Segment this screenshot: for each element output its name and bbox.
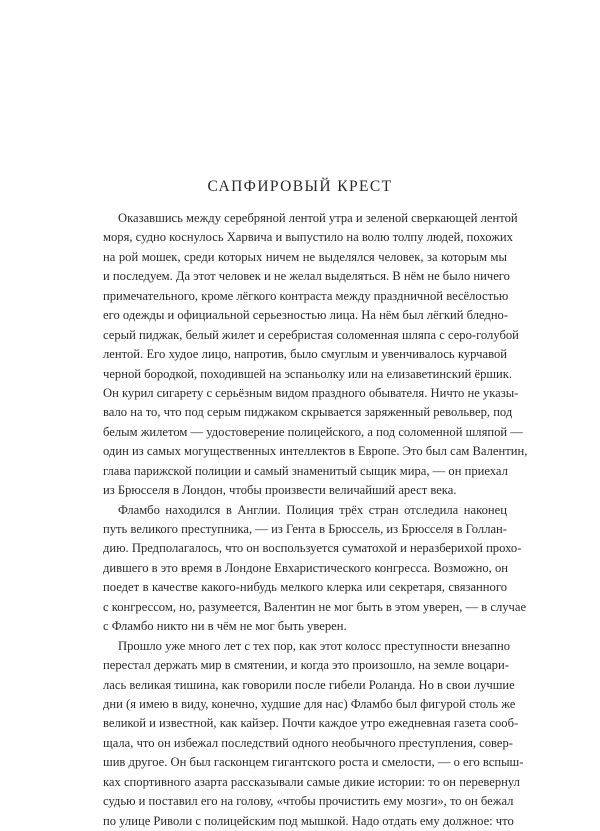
text-line: перестал держать мир в смятении, и когда это произошло, на земле воцари- [103,658,509,673]
text-line: судью и поставил его на голову, «чтобы прочистить ему мозги», то он бежал [103,794,514,809]
text-line: на рой мошек, среди которых ничем не выделялся человек, за которым мы [103,249,507,264]
text-line: по улице Риволи с полицейским под мышкой. Надо отдать ему должное: что [103,813,514,828]
text-line: из Брюсселя в Лондон, чтобы произвести величайший арест века. [103,483,457,498]
text-line: вало на то, что под серым пиджаком скрывается заряженный револьвер, под [103,405,513,420]
text-line: великой и известной, как кайзер. Почти каждое утро ежедневная газета сооб- [103,716,519,731]
text-line: с конгрессом, но, разумеется, Валентин не мог быть в этом уверен, — в случае [103,599,527,614]
text-line: шив другое. Он был гасконцем гигантского роста и смелости, — о его вспыш- [103,755,524,770]
text-line: моря, судно коснулось Харвича и выпустило на волю толпу людей, похожих [103,230,513,245]
text-line: поедет в качестве какого-нибудь мелкого клерка или секретаря, связанного [103,580,507,595]
text-line: Он курил сигарету с серьёзным видом праздного обывателя. Ничто не указы- [103,385,519,400]
text-line: глава парижской полиции и самый знаменитый сыщик мира, — он приехал [103,463,508,478]
text-line: щала, что он избежал последствий одного необычного преступления, совер- [103,735,513,750]
text-line: ках спортивного азарта рассказывали самые дикие истории: то он перевернул [103,774,520,789]
chapter-text [103,209,528,831]
text-line: путь великого преступника, — из Гента в Брюссель, из Брюсселя в Голлан- [103,522,507,536]
text-line: лентой. Его худое лицо, напротив, было смуглым и увенчивалось курчавой [103,347,507,362]
chapter-title: САПФИРОВЫЙ КРЕСТ [207,178,393,195]
text-line: его одежды и официальной серьезностью лица. На нём был лёгкий бледно- [103,308,509,323]
text-line: черной бородкой, походившей на эспаньолку или на елизаветинский ёршик. [103,366,513,381]
text-line: один из самых могущественных интеллектов в Европе. Это был сам Валентин, [103,444,528,459]
text-line: серый пиджак, белый жилет и серебристая соломенная шляпа с серо-голубой [103,327,519,342]
text-line: с Фламбо никто ни в чём не мог быть уверен. [103,619,347,634]
text-line: лась великая тишина, как говорили после гибели Роланда. Но в свои лучшие [103,677,515,692]
text-line: дни (я имею в виду, конечно, худшие для нас) Фламбо был фигурой столь же [103,696,516,711]
text-line: и последуем. Да этот человек и не желал выделяться. В нём не было ничего [103,269,510,284]
text-line: Прошло уже много лет с тех пор, как этот колосс преступности внезапно [118,638,511,653]
text-line: белым жилетом — удостоверение полицейского, а под соломенной шляпой — [103,424,523,439]
text-line: дию. Предполагалось, что он воспользуется суматохой и неразберихой прохо- [103,541,522,556]
text-line: Фламбо находился в Англии. Полиция трёх стран отследила наконец [118,502,507,517]
text-line: дившего в это время в Лондоне Евхаристического конгресса. Возможно, он [103,560,508,575]
text-line: примечательного, кроме лёгкого контраста между праздничной весёлостью [103,288,509,303]
text-line: Оказавшись между серебряной лентой утра и зеленой сверкающей лентой [118,211,518,225]
